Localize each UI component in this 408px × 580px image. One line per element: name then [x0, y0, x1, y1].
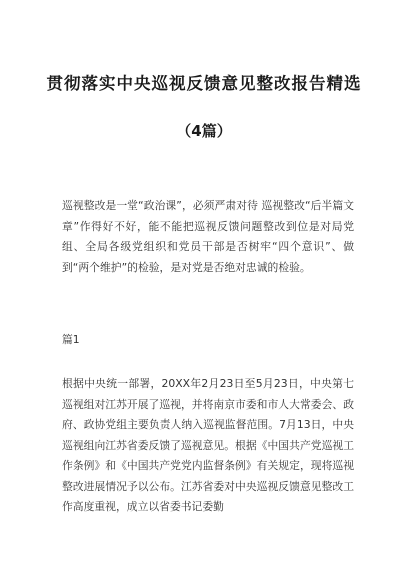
- document-subtitle: （4篇）: [176, 122, 232, 140]
- intro-paragraph: 巡视整改是一堂“政治课”，必须严肃对待 巡视整改“后半篇文章”作得好不好，能不能把巡视反馈问题整改到位是对局党组、全局各级党组织和党员干部是否树牢“四个意识”、做到“两个维护”的检验，是对党是否绝对忠诚的检验。: [62, 199, 354, 274]
- document-title: 贯彻落实中央巡视反馈意见整改报告精选: [46, 74, 362, 93]
- body-paragraph: 根据中央统一部署，20XX年2月23日至5月23日，中央第七巡视组对江苏开展了巡视，并将南京市委和市人大常委会、政府、政协党组主要负责人纳入巡视监督范围。7月13日，中央巡视组向江苏省委反馈了巡视意见。根据《中国共产党巡视工作条例》和《中国共产党党内监督条例》有关规定，现将巡视整改进展情况予以公布。江苏省委对中央巡视反馈意见整改工作高度重视，成立以省委书记委勤: [62, 377, 354, 513]
- section-heading: 篇1: [62, 333, 80, 346]
